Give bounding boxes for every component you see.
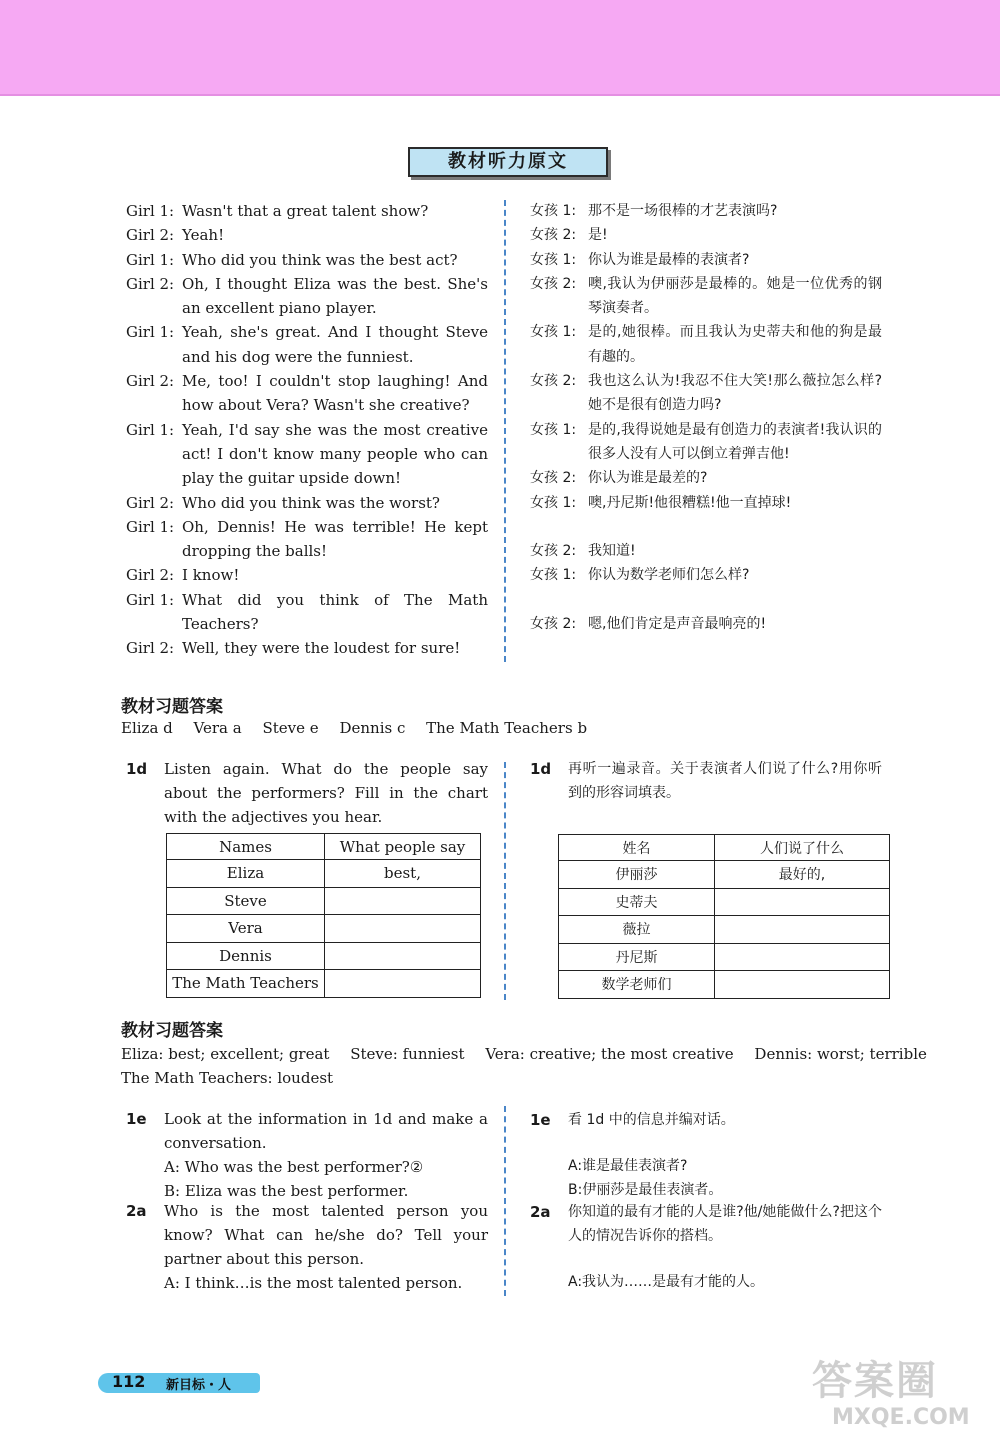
dialogue-line: Girl 2: Who did you think was the worst? — [126, 493, 440, 512]
column-divider — [504, 200, 506, 662]
task-2a-zh: 2a 你知道的最有才能的人是谁?他/她能做什么?把这个人的情况告诉你的搭档。 A:我认为……是最有才能的人。 — [530, 1203, 882, 1290]
page-number: 112 — [112, 1372, 146, 1391]
header-band — [0, 0, 1000, 96]
answers-heading: 教材习题答案 — [121, 697, 223, 717]
column-divider — [504, 1106, 506, 1296]
watermark-logo: 答案圈 — [812, 1358, 938, 1404]
table-row: 数学老师们 — [559, 971, 890, 999]
task-2a-en: 2a Who is the most talented person you know? What can he/she do? Tell your partner about this person. A: I think…is the most talented person. — [126, 1202, 488, 1292]
dialogue-zh — [530, 199, 882, 636]
dialogue-line: 女孩 1: 是的,她很棒。而且我认为史蒂夫和他的狗是最有趣的。 — [530, 324, 882, 365]
table-header-row: Names What people say — [167, 834, 481, 860]
dialogue-line: Girl 1: Yeah, she's great. And I thought Steve and his dog were the funniest. — [126, 323, 488, 366]
watermark-url: MXQE.COM — [832, 1405, 970, 1430]
dialogue-line: 女孩 2: 嗯,他们肯定是声音最响亮的! — [530, 616, 767, 633]
dialogue-line: 女孩 2: 是! — [530, 227, 608, 244]
dialogue-line: Girl 2: I know! — [126, 566, 240, 585]
dialogue-line: Girl 2: Yeah! — [126, 226, 225, 245]
chart-table-en — [166, 833, 481, 998]
dialogue-line: 女孩 2: 噢,我认为伊丽莎是最棒的。她是一位优秀的钢琴演奏者。 — [530, 275, 882, 317]
task-1e-zh: 1e 看 1d 中的信息并编对话。 A:谁是最佳表演者? B:伊丽莎是最佳表演者。 — [530, 1108, 882, 1202]
dialogue-line: 女孩 1: 那不是一场很棒的才艺表演吗? — [530, 203, 778, 219]
table-header-row: 姓名 人们说了什么 — [559, 835, 890, 861]
table-row: The Math Teachers — [167, 970, 481, 998]
task-1d-zh: 1d 再听一遍录音。关于表演者人们说了什么?用你听到的形容词填表。 — [530, 760, 882, 801]
answers-line: Eliza d Vera a Steve e Dennis c The Math Teachers b — [121, 719, 588, 737]
spacer — [530, 515, 882, 539]
dialogue-line: Girl 2: Well, they were the loudest for sure! — [126, 639, 461, 658]
table-row: 史蒂夫 — [559, 888, 890, 916]
dialogue-line: 女孩 1: 你认为谁是最棒的表演者? — [530, 251, 750, 268]
table-row: Steve — [167, 887, 481, 915]
answers-heading: 教材习题答案 — [121, 1021, 223, 1041]
dialogue-line: Girl 1: What did you think of The Math Teachers? — [126, 590, 488, 634]
dialogue-line: Girl 1: Oh, Dennis! He was terrible! He kept dropping the balls! — [126, 517, 488, 561]
column-divider — [504, 762, 506, 1000]
table-row: Eliza best, — [167, 860, 481, 888]
spacer — [568, 1248, 882, 1270]
dialogue-line: Girl 2: Me, too! I couldn't stop laughing! And how about Vera? Wasn't she creative? — [126, 372, 488, 415]
table-row: 薇拉 — [559, 916, 890, 944]
table-row: Vera — [167, 915, 481, 943]
table-row: 伊丽莎 最好的, — [559, 861, 890, 889]
task-1d-en: 1d Listen again. What do the people say about the performers? Fill in the chart with the adjectives you hear. — [126, 760, 488, 826]
dialogue-line: Girl 1: Who did you think was the best act? — [126, 250, 458, 269]
book-name: 新目标・人 — [166, 1378, 232, 1393]
dialogue-line: 女孩 2: 我知道! — [530, 543, 636, 560]
dialogue-line: Girl 2: Oh, I thought Eliza was the best. She's an excellent piano player. — [126, 274, 488, 318]
dialogue-line: 女孩 2: 我也这么认为!我忍不住大笑!那么薇拉怎么样?她不是很有创造力吗? — [530, 373, 882, 414]
dialogue-line: Girl 1: Wasn't that a great talent show? — [126, 202, 429, 220]
table-row: Dennis — [167, 942, 481, 970]
section-title: 教材听力原文 — [408, 147, 608, 177]
spacer — [530, 588, 882, 612]
task-1e-en: 1e Look at the information in 1d and make a conversation. A: Who was the best performer?② B: Eliza was the best performer. — [126, 1110, 488, 1200]
dialogue-line: 女孩 1: 你认为数学老师们怎么样? — [530, 567, 750, 584]
spacer — [568, 1132, 882, 1154]
table-row: 丹尼斯 — [559, 943, 890, 971]
dialogue-line: 女孩 1: 噢,丹尼斯!他很糟糕!他一直掉球! — [530, 494, 792, 511]
chart-table-zh — [558, 834, 890, 999]
answers-line: The Math Teachers: loudest — [121, 1069, 334, 1087]
answers-line: Eliza: best; excellent; great Steve: funniest Vera: creative; the most creative Dennis: worst; terrible — [121, 1045, 927, 1063]
dialogue-line: Girl 1: Yeah, I'd say she was the most creative act! I don't know many people who can play the guitar upside down! — [126, 420, 488, 488]
dialogue-line: 女孩 2: 你认为谁是最差的? — [530, 470, 708, 487]
dialogue-line: 女孩 1: 是的,我得说她是最有创造力的表演者!我认识的很多人没有人可以倒立着弹吉他! — [530, 421, 882, 462]
dialogue-en — [126, 199, 488, 661]
